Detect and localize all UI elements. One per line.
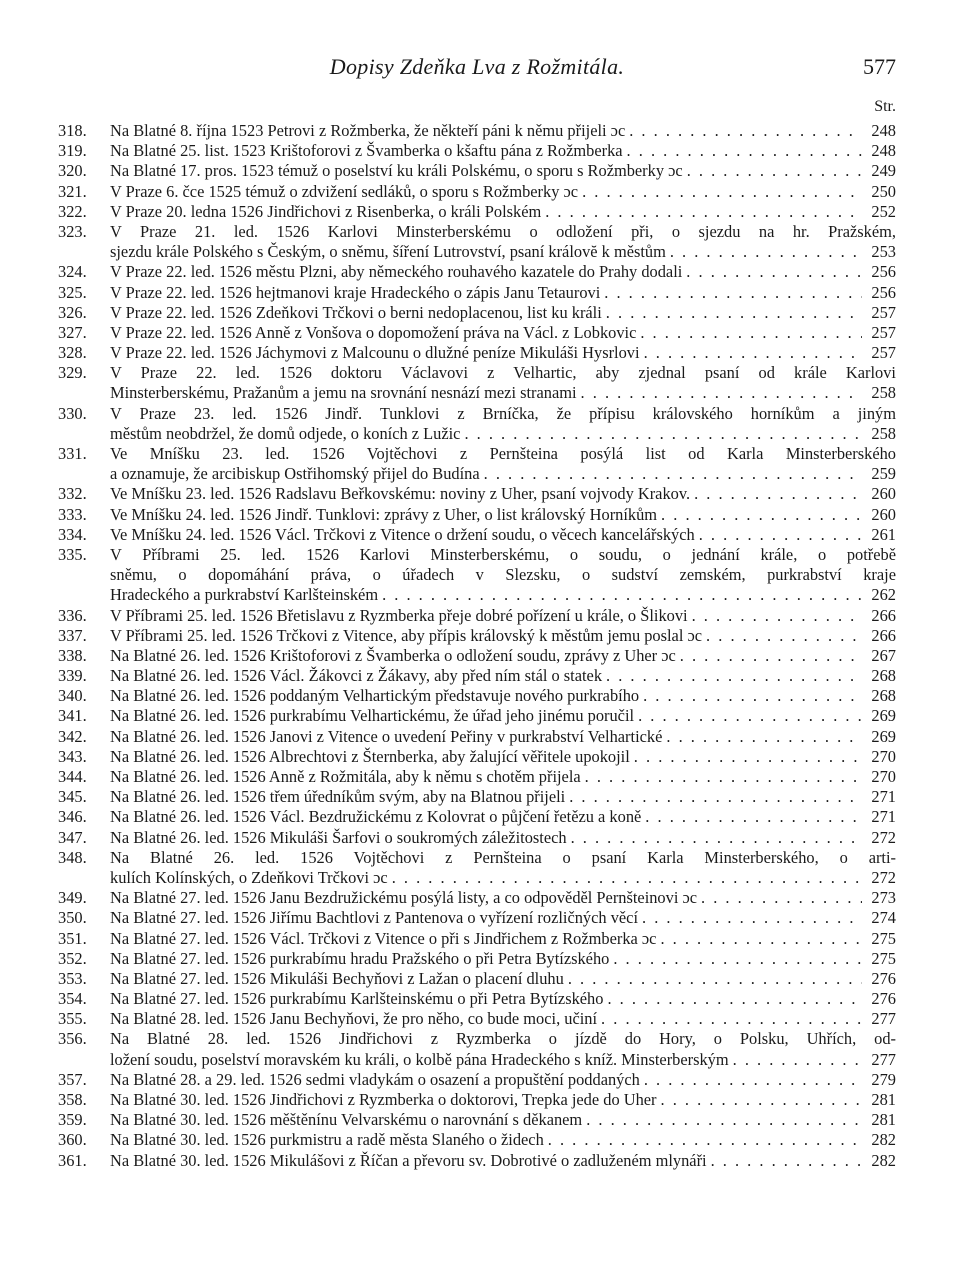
dot-leader bbox=[585, 767, 862, 787]
list-item bbox=[58, 767, 896, 787]
running-title: Dopisy Zdeňka Lva z Rožmitála. bbox=[329, 54, 625, 79]
entry-number: 345. bbox=[58, 787, 87, 807]
entry-number: 359. bbox=[58, 1110, 87, 1130]
entry-number: 343. bbox=[58, 746, 87, 766]
entry-page-ref: 257 bbox=[871, 343, 896, 363]
entry-text: Na Blatné 26. led. 1526 Vojtěchovi z Pernšteina o psaní Karla Minsterberského, o arti- bbox=[110, 847, 896, 867]
entry-number: 335. bbox=[58, 544, 87, 564]
list-item bbox=[58, 727, 896, 747]
entry-number: 338. bbox=[58, 645, 87, 665]
entry-text: Na Blatné 28. a 29. led. 1526 sedmi vladykám o osazení a propuštění poddaných bbox=[110, 1069, 640, 1089]
list-item bbox=[58, 908, 896, 928]
entry-page-ref: 257 bbox=[871, 302, 896, 322]
entry-number: 319. bbox=[58, 141, 87, 161]
entry-line bbox=[58, 686, 896, 706]
list-item bbox=[58, 989, 896, 1009]
entry-number: 352. bbox=[58, 948, 87, 968]
entry-line bbox=[58, 787, 896, 807]
entry-line bbox=[58, 202, 896, 222]
entry-text: Na Blatné 30. led. 1526 měštěnínu Velvarskému o narovnání s děkanem bbox=[110, 1110, 583, 1130]
entry-text: a oznamuje, že arcibiskup Ostřihomský přijel do Budína bbox=[110, 464, 480, 484]
entry-line bbox=[58, 868, 896, 888]
entry-indent bbox=[58, 383, 110, 403]
entry-line bbox=[58, 767, 896, 787]
entry-line bbox=[58, 888, 896, 908]
entry-page-ref: 270 bbox=[871, 767, 896, 786]
list-item bbox=[58, 545, 896, 606]
entry-line bbox=[58, 484, 896, 504]
entry-page-ref: 258 bbox=[871, 423, 896, 443]
list-item bbox=[58, 1009, 896, 1029]
entry-text: Ve Mníšku 24. led. 1526 Jindř. Tunklovi: zprávy z Uher, o list královský Horníkům bbox=[110, 504, 658, 524]
list-item bbox=[58, 969, 896, 989]
entry-page-ref: 275 bbox=[871, 928, 896, 948]
dot-leader bbox=[582, 182, 862, 202]
entry-page-ref: 269 bbox=[871, 726, 896, 746]
dot-leader bbox=[661, 1090, 862, 1110]
entry-line bbox=[58, 525, 896, 545]
entry-number: 333. bbox=[58, 504, 87, 524]
entry-line bbox=[58, 929, 896, 949]
entry-page-ref: 249 bbox=[871, 161, 896, 181]
list-item bbox=[58, 1090, 896, 1110]
entry-text: Na Blatné 26. led. 1526 Albrechtovi z Šternberka, aby žalující věřitele upokojil bbox=[110, 746, 630, 766]
dot-leader bbox=[692, 606, 862, 626]
entry-text: V Praze 22. led. 1526 Zdeňkovi Trčkovi o berni nedoplacenou, list ku králi bbox=[110, 302, 602, 322]
list-item bbox=[58, 262, 896, 282]
entry-page-ref: 260 bbox=[871, 484, 896, 504]
entry-number: 340. bbox=[58, 686, 87, 706]
entry-line bbox=[58, 545, 896, 565]
entry-number: 354. bbox=[58, 989, 87, 1009]
entry-number: 355. bbox=[58, 1009, 87, 1029]
entry-indent bbox=[58, 424, 110, 444]
dot-leader bbox=[606, 666, 862, 686]
entry-number: 324. bbox=[58, 262, 87, 282]
entry-text: Na Blatné 26. led. 1526 Anně z Rožmitála, aby k němu s chotěm přijela bbox=[110, 767, 581, 786]
list-item bbox=[58, 202, 896, 222]
entry-text: Na Blatné 30. led. 1526 Jindřichovi z Ryzmberka o doktorovi, Trepka jede do Uher bbox=[110, 1090, 657, 1109]
entry-number: 344. bbox=[58, 767, 87, 786]
dot-leader bbox=[568, 969, 862, 989]
page-header bbox=[58, 54, 896, 88]
entry-page-ref: 282 bbox=[871, 1150, 896, 1170]
entry-page-ref: 281 bbox=[871, 1090, 896, 1109]
list-item bbox=[58, 646, 896, 666]
entry-page-ref: 252 bbox=[871, 201, 896, 221]
entry-number: 346. bbox=[58, 807, 87, 827]
dot-leader bbox=[643, 686, 862, 706]
list-item bbox=[58, 888, 896, 908]
entry-page-ref: 274 bbox=[871, 908, 896, 928]
entry-page-ref: 271 bbox=[871, 787, 896, 807]
entry-number: 318. bbox=[58, 121, 87, 140]
entry-text: V Praze 22. led. 1526 hejtmanovi kraje Hradeckého o zápis Janu Tetaurovi bbox=[110, 282, 601, 302]
entry-page-ref: 266 bbox=[871, 625, 896, 645]
entry-number: 320. bbox=[58, 161, 87, 181]
list-item bbox=[58, 121, 896, 141]
dot-leader bbox=[569, 787, 862, 807]
dot-leader bbox=[644, 343, 862, 363]
entry-number: 332. bbox=[58, 484, 87, 504]
list-item bbox=[58, 606, 896, 626]
entry-number: 331. bbox=[58, 444, 87, 463]
entry-number: 360. bbox=[58, 1130, 87, 1150]
dot-leader bbox=[382, 585, 862, 605]
entry-indent bbox=[58, 464, 110, 484]
entry-text: V Praze 22. led. 1526 doktoru Václavovi z Velhartic, aby zjednal psaní od krále Karlovi bbox=[110, 363, 896, 383]
dot-leader bbox=[680, 646, 862, 666]
entry-line bbox=[58, 464, 896, 484]
list-item bbox=[58, 363, 896, 403]
entry-text: Na Blatné 27. led. 1526 Mikuláši Bechyňovi z Lažan o placení dluhu bbox=[110, 968, 564, 988]
entry-text: městům neobdržel, že domů odjede, o koních z Lužic bbox=[110, 423, 461, 443]
entry-text: Na Blatné 26. led. 1526 Václ. Žákovci z Žákavy, aby před ním stál o statek bbox=[110, 666, 603, 686]
entry-line bbox=[58, 1070, 896, 1090]
entry-text: V Praze 6. čce 1525 témuž o zdvižení sedláků, o sporu s Rožmberky ɔc bbox=[110, 181, 579, 201]
list-item bbox=[58, 949, 896, 969]
list-item bbox=[58, 686, 896, 706]
dot-leader bbox=[701, 888, 862, 908]
list-item bbox=[58, 525, 896, 545]
entry-line bbox=[58, 908, 896, 928]
list-item bbox=[58, 666, 896, 686]
dot-leader bbox=[464, 424, 862, 444]
entry-number: 358. bbox=[58, 1090, 87, 1109]
entry-page-ref: 259 bbox=[871, 464, 896, 484]
entry-number: 357. bbox=[58, 1069, 87, 1089]
entry-line bbox=[58, 444, 896, 464]
entry-line bbox=[58, 262, 896, 282]
entry-text: Na Blatné 27. led. 1526 Janu Bezdružickému posýlá listy, a co odpověděl Pernšteinovi ɔc bbox=[110, 888, 698, 908]
entry-line bbox=[58, 585, 896, 605]
dot-leader bbox=[699, 525, 862, 545]
entry-text: Na Blatné 26. led. 1526 Janovi z Vitence o uvedení Peřiny v purkrabství Velhartické bbox=[110, 726, 663, 746]
entry-text: Na Blatné 26. led. 1526 purkrabímu Velhartickému, že úřad jeho jinému poručil bbox=[110, 706, 635, 726]
entry-text: V Praze 22. led. 1526 Jáchymovi z Malcounu o dlužné peníze Mikuláši Hysrlovi bbox=[110, 343, 640, 363]
dot-leader bbox=[661, 505, 862, 525]
entry-indent bbox=[58, 1050, 110, 1070]
entry-text: kulích Kolínských, o Zdeňkovi Trčkovi ɔc bbox=[110, 867, 388, 887]
entry-page-ref: 248 bbox=[871, 121, 896, 140]
list-item bbox=[58, 484, 896, 504]
entry-number: 341. bbox=[58, 706, 87, 726]
entry-line bbox=[58, 828, 896, 848]
entry-page-ref: 275 bbox=[871, 948, 896, 968]
entry-line bbox=[58, 1050, 896, 1070]
entry-page-ref: 268 bbox=[871, 686, 896, 706]
entry-number: 330. bbox=[58, 403, 87, 423]
entry-text: Hradeckého a purkrabství Karlšteinském bbox=[110, 585, 379, 605]
entry-line bbox=[58, 283, 896, 303]
list-item bbox=[58, 323, 896, 343]
dot-leader bbox=[733, 1050, 862, 1070]
entry-text: V Praze 20. ledna 1526 Jindřichovi z Risenberka, o králi Polském bbox=[110, 201, 542, 221]
entry-number: 350. bbox=[58, 908, 87, 928]
entry-number: 361. bbox=[58, 1150, 87, 1170]
entry-page-ref: 282 bbox=[871, 1130, 896, 1150]
entry-text: Na Blatné 27. led. 1526 purkrabímu Karlšteinskému o při Petra Bytízského bbox=[110, 989, 604, 1009]
entry-text: Na Blatné 26. led. 1526 třem úředníkům svým, aby na Blatnou přijeli bbox=[110, 787, 566, 807]
entry-number: 342. bbox=[58, 726, 87, 746]
entry-text: V Příbrami 25. led. 1526 Karlovi Minsterberskému, o soudu, o jednání krále, o potřebě bbox=[110, 544, 896, 564]
entry-page-ref: 279 bbox=[871, 1069, 896, 1089]
entry-number: 321. bbox=[58, 181, 87, 201]
list-item bbox=[58, 303, 896, 323]
entry-page-ref: 272 bbox=[871, 827, 896, 847]
entry-page-ref: 256 bbox=[871, 282, 896, 302]
entry-indent bbox=[58, 868, 110, 888]
entry-text: Na Blatné 17. pros. 1523 témuž o poselství ku králi Polskému, o sporu s Rožmberky ɔc bbox=[110, 161, 683, 181]
list-item bbox=[58, 929, 896, 949]
entry-line bbox=[58, 121, 896, 141]
entry-line bbox=[58, 1151, 896, 1171]
letter-index-list bbox=[58, 121, 896, 1171]
entry-line bbox=[58, 242, 896, 262]
entry-line bbox=[58, 323, 896, 343]
entry-number: 329. bbox=[58, 363, 87, 383]
dot-leader bbox=[660, 929, 862, 949]
entry-page-ref: 267 bbox=[871, 645, 896, 665]
entry-text: Na Blatné 26. led. 1526 Mikuláši Šarfovi o soukromých záležitostech bbox=[110, 827, 567, 847]
entry-text: sněmu, o dopomáhání práva, o úřadech v Slezsku, o sudství zemském, purkrabství kraje bbox=[110, 565, 896, 585]
page-number: 577 bbox=[863, 54, 896, 79]
page-column-label: Str. bbox=[874, 98, 896, 115]
entry-page-ref: 270 bbox=[871, 746, 896, 766]
dot-leader bbox=[687, 161, 862, 181]
entry-page-ref: 271 bbox=[871, 807, 896, 827]
dot-leader bbox=[606, 303, 862, 323]
entry-line bbox=[58, 303, 896, 323]
entry-text: Na Blatné 30. led. 1526 Mikulášovi z Říčan a převoru sv. Dobrotivé o zadluženém mlynáři bbox=[110, 1150, 707, 1170]
entry-page-ref: 261 bbox=[871, 524, 896, 544]
dot-leader bbox=[638, 706, 862, 726]
dot-leader bbox=[629, 121, 862, 141]
entry-number: 348. bbox=[58, 847, 87, 867]
entry-number: 356. bbox=[58, 1029, 87, 1049]
entry-number: 347. bbox=[58, 827, 87, 847]
entry-text: Ve Mníšku 23. led. 1526 Vojtěchovi z Pernšteina posýlá list od Karla Minsterberského bbox=[110, 444, 896, 463]
entry-line bbox=[58, 1090, 896, 1110]
entry-line bbox=[58, 404, 896, 424]
entry-page-ref: 248 bbox=[871, 141, 896, 161]
entry-text: Na Blatné 30. led. 1526 purkmistru a radě města Slaného o židech bbox=[110, 1130, 544, 1150]
entry-indent bbox=[58, 242, 110, 262]
entry-line bbox=[58, 706, 896, 726]
list-item bbox=[58, 343, 896, 363]
list-item bbox=[58, 1151, 896, 1171]
entry-line bbox=[58, 606, 896, 626]
entry-number: 337. bbox=[58, 625, 87, 645]
entry-line bbox=[58, 626, 896, 646]
dot-leader bbox=[548, 1130, 862, 1150]
entry-page-ref: 260 bbox=[871, 504, 896, 524]
entry-text: Na Blatné 8. října 1523 Petrovi z Rožmberka, že někteří páni k němu přijeli ɔc bbox=[110, 121, 626, 140]
entry-line bbox=[58, 646, 896, 666]
entry-text: Na Blatné 27. led. 1526 purkrabímu hradu Pražského o při Petra Bytízského bbox=[110, 948, 610, 968]
entry-line bbox=[58, 807, 896, 827]
entry-text: Na Blatné 25. list. 1523 Krištoforovi z Švamberka o kšaftu pána z Rožmberka bbox=[110, 141, 623, 161]
entry-number: 322. bbox=[58, 201, 87, 221]
entry-text: V Praze 21. led. 1526 Karlovi Minsterberskému o odložení při, o sjezdu na hr. Pražském, bbox=[110, 221, 896, 241]
entry-number: 351. bbox=[58, 928, 87, 948]
entry-text: V Příbrami 25. led. 1526 Trčkovi z Vitence, aby přípis královský k městům jemu poslal ɔc bbox=[110, 625, 703, 645]
dot-leader bbox=[666, 727, 862, 747]
entry-text: Minsterberskému, Pražanům a jemu na srovnání nesnází mezi stranami bbox=[110, 383, 577, 403]
entry-number: 326. bbox=[58, 302, 87, 322]
entry-line bbox=[58, 727, 896, 747]
list-item bbox=[58, 141, 896, 161]
list-item bbox=[58, 505, 896, 525]
entry-text: V Příbrami 25. led. 1526 Břetislavu z Ryzmberka přeje dobré pořízení u krále, o Šlikovi bbox=[110, 605, 688, 625]
list-item bbox=[58, 807, 896, 827]
dot-leader bbox=[644, 1070, 862, 1090]
entry-text: Na Blatné 26. led. 1526 Krištoforovi z Švamberka o odložení soudu, zprávy z Uher ɔc bbox=[110, 645, 676, 665]
list-item bbox=[58, 161, 896, 181]
entry-number: 353. bbox=[58, 968, 87, 988]
entry-line bbox=[58, 222, 896, 242]
entry-line bbox=[58, 141, 896, 161]
dot-leader bbox=[581, 383, 862, 403]
dot-leader bbox=[706, 626, 862, 646]
entry-line bbox=[58, 424, 896, 444]
entry-line bbox=[58, 666, 896, 686]
entry-text: V Praze 22. led. 1526 městu Plzni, aby německého rouhavého kazatele do Prahy dodali bbox=[110, 262, 683, 282]
entry-text: Na Blatné 27. led. 1526 Jiřímu Bachtlovi z Pantenova o vyřízení rozličných věcí bbox=[110, 908, 638, 928]
entry-number: 327. bbox=[58, 322, 87, 342]
list-item bbox=[58, 222, 896, 262]
dot-leader bbox=[601, 1009, 862, 1029]
entry-line bbox=[58, 949, 896, 969]
entry-text: Ve Mníšku 23. led. 1526 Radslavu Beřkovskému: noviny z Uher, psaní vojvody Krakov. bbox=[110, 484, 691, 504]
entry-page-ref: 276 bbox=[871, 989, 896, 1009]
list-item bbox=[58, 828, 896, 848]
entry-number: 334. bbox=[58, 524, 87, 544]
entry-text: sjezdu krále Polského s Českým, o sněmu, šíření Lutrovství, psaní královĕ k městům bbox=[110, 242, 666, 262]
entry-line bbox=[58, 363, 896, 383]
entry-number: 323. bbox=[58, 221, 87, 241]
entry-text: V Praze 23. led. 1526 Jindř. Tunklovi z Brníčka, že přípisu královského horníkům a jiným bbox=[110, 403, 896, 423]
dot-leader bbox=[604, 283, 862, 303]
entry-line bbox=[58, 565, 896, 585]
entry-page-ref: 256 bbox=[871, 262, 896, 282]
dot-leader bbox=[694, 484, 862, 504]
entry-line bbox=[58, 161, 896, 181]
entry-number: 336. bbox=[58, 605, 87, 625]
entry-page-ref: 272 bbox=[871, 867, 896, 887]
entry-text: Ve Mníšku 24. led. 1526 Václ. Trčkovi z Vitence o držení soudu, o věcech kancelářských bbox=[110, 524, 695, 544]
list-item bbox=[58, 182, 896, 202]
list-item bbox=[58, 1070, 896, 1090]
dot-leader bbox=[607, 989, 862, 1009]
dot-leader bbox=[613, 949, 862, 969]
entry-page-ref: 277 bbox=[871, 1009, 896, 1029]
dot-leader bbox=[686, 262, 862, 282]
entry-text: ložení soudu, poselství moravském ku králi, o kolbě pána Hradeckého s kníž. Minsterberským bbox=[110, 1049, 729, 1069]
entry-line bbox=[58, 989, 896, 1009]
entry-page-ref: 276 bbox=[871, 968, 896, 988]
entry-text: Na Blatné 28. led. 1526 Jindřichovi z Ryzmberka o jízdě do Hory, o Polsku, Uhřích, od- bbox=[110, 1029, 896, 1049]
entry-number: 328. bbox=[58, 343, 87, 363]
entry-text: V Praze 22. led. 1526 Anně z Vonšova o dopomožení práva na Václ. z Lobkovic bbox=[110, 322, 637, 342]
entry-number: 349. bbox=[58, 888, 87, 908]
entry-page-ref: 258 bbox=[871, 383, 896, 403]
entry-page-ref: 281 bbox=[871, 1110, 896, 1130]
entry-page-ref: 253 bbox=[871, 242, 896, 262]
entry-line bbox=[58, 383, 896, 403]
entry-text: Na Blatné 26. led. 1526 Václ. Bezdružickému z Kolovrat o půjčení řetězu a koně bbox=[110, 807, 642, 827]
list-item bbox=[58, 404, 896, 444]
entry-text: Na Blatné 27. led. 1526 Václ. Trčkovi z Vitence o při s Jindřichem z Rožmberka ɔc bbox=[110, 928, 657, 948]
entry-number: 339. bbox=[58, 666, 87, 686]
dot-leader bbox=[634, 747, 862, 767]
entry-page-ref: 266 bbox=[871, 605, 896, 625]
dot-leader bbox=[392, 868, 862, 888]
dot-leader bbox=[571, 828, 862, 848]
entry-text: Na Blatné 28. led. 1526 Janu Bechyňovi, že pro něho, co bude moci, učiní bbox=[110, 1009, 598, 1029]
entry-line bbox=[58, 747, 896, 767]
entry-page-ref: 250 bbox=[871, 181, 896, 201]
entry-indent bbox=[58, 585, 110, 605]
entry-indent bbox=[58, 565, 110, 585]
entry-number: 325. bbox=[58, 282, 87, 302]
list-item bbox=[58, 626, 896, 646]
list-item bbox=[58, 787, 896, 807]
dot-leader bbox=[645, 807, 862, 827]
list-item bbox=[58, 1130, 896, 1150]
dot-leader bbox=[545, 202, 862, 222]
list-item bbox=[58, 1110, 896, 1130]
entry-line bbox=[58, 1130, 896, 1150]
entry-line bbox=[58, 1029, 896, 1049]
entry-line bbox=[58, 505, 896, 525]
entry-line bbox=[58, 848, 896, 868]
entry-line bbox=[58, 182, 896, 202]
entry-page-ref: 277 bbox=[871, 1049, 896, 1069]
list-item bbox=[58, 283, 896, 303]
entry-line bbox=[58, 969, 896, 989]
dot-leader bbox=[640, 323, 862, 343]
list-item bbox=[58, 747, 896, 767]
entry-text: Na Blatné 26. led. 1526 poddaným Velhartickým představuje nového purkrabího bbox=[110, 686, 640, 706]
dot-leader bbox=[586, 1110, 862, 1130]
dot-leader bbox=[484, 464, 862, 484]
list-item bbox=[58, 848, 896, 888]
dot-leader bbox=[627, 141, 862, 161]
entry-page-ref: 273 bbox=[871, 888, 896, 908]
entry-page-ref: 262 bbox=[871, 585, 896, 605]
dot-leader bbox=[670, 242, 862, 262]
entry-line bbox=[58, 1009, 896, 1029]
list-item bbox=[58, 706, 896, 726]
entry-page-ref: 268 bbox=[871, 666, 896, 686]
entry-page-ref: 257 bbox=[871, 322, 896, 342]
entry-line bbox=[58, 343, 896, 363]
list-item bbox=[58, 1029, 896, 1069]
entry-line bbox=[58, 1110, 896, 1130]
list-item bbox=[58, 444, 896, 484]
entry-page-ref: 269 bbox=[871, 706, 896, 726]
dot-leader bbox=[642, 908, 862, 928]
dot-leader bbox=[711, 1151, 862, 1171]
